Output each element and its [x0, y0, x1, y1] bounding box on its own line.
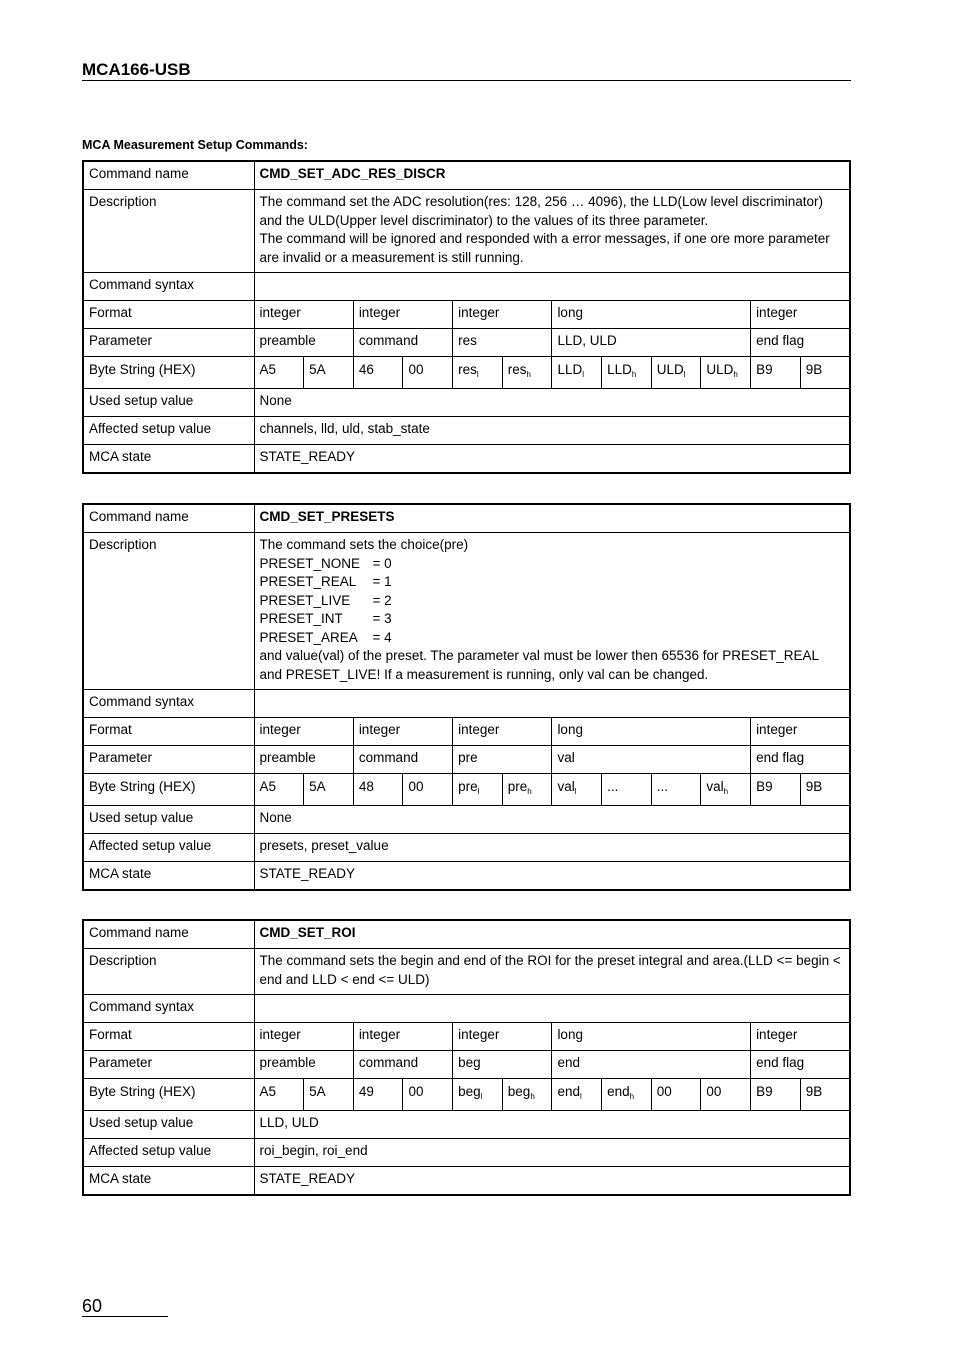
row-parameter	[83, 746, 850, 774]
format-cell: integer	[751, 1023, 850, 1051]
byte-cell: 00	[403, 357, 453, 389]
label-used-setup-value: Used setup value	[83, 389, 254, 417]
label-command-syntax: Command syntax	[83, 690, 254, 718]
label-affected-setup-value: Affected setup value	[83, 834, 254, 862]
command-syntax-value	[254, 690, 850, 718]
preset-line: PRESET_REAL = 1	[259, 574, 392, 589]
format-cell: integer	[453, 718, 552, 746]
format-cell: integer	[751, 301, 850, 329]
parameter-cell: preamble	[254, 329, 353, 357]
row-byte-string	[83, 357, 850, 389]
format-cell: integer	[353, 301, 452, 329]
description-line: and value(val) of the preset. The parameter val must be lower then 65536 for PRESET_REAL and PRESET_LIVE! If a measurement is running, only val can be changed.	[259, 648, 819, 682]
row-used-setup-value	[83, 1111, 850, 1139]
parameter-cell: LLD, ULD	[552, 329, 751, 357]
mca-state-value: STATE_READY	[254, 862, 850, 891]
row-description	[83, 949, 850, 995]
byte-cell: 48	[353, 774, 403, 806]
row-format	[83, 301, 850, 329]
parameter-cell: end flag	[751, 746, 850, 774]
page-number: 60	[82, 1296, 103, 1316]
byte-cell: end$_l$	[552, 1079, 602, 1111]
label-format: Format	[83, 1023, 254, 1051]
byte-cell: 46	[353, 357, 403, 389]
format-cell: integer	[453, 1023, 552, 1051]
label-mca-state: MCA state	[83, 1167, 254, 1196]
label-mca-state: MCA state	[83, 445, 254, 474]
byte-cell: B9	[751, 357, 801, 389]
description-line: The command sets the choice(pre)	[259, 537, 469, 552]
command-name-value: CMD_SET_ROI	[254, 920, 850, 949]
row-parameter	[83, 1051, 850, 1079]
row-byte-string	[83, 774, 850, 806]
command-table-roi	[82, 919, 851, 1196]
label-description: Description	[83, 949, 254, 995]
description-line: The command set the ADC resolution(res: 128, 256 … 4096), the LLD(Low level discriminator) and the ULD(Upper level discriminator) to the values of its three parameter.	[259, 194, 824, 228]
row-mca-state	[83, 1167, 850, 1196]
label-affected-setup-value: Affected setup value	[83, 417, 254, 445]
command-table-adc-res-discr	[82, 160, 851, 474]
header-rule	[82, 80, 851, 81]
label-command-name: Command name	[83, 161, 254, 190]
parameter-cell: end	[552, 1051, 751, 1079]
parameter-cell: command	[353, 1051, 452, 1079]
preset-line: PRESET_LIVE = 2	[259, 592, 392, 608]
byte-cell: 9B	[800, 774, 850, 806]
byte-cell: res$_h$	[502, 357, 552, 389]
mca-state-value: STATE_READY	[254, 1167, 850, 1196]
format-cell: long	[552, 718, 751, 746]
byte-cell: ...	[651, 774, 701, 806]
byte-cell: val$_h$	[701, 774, 751, 806]
byte-cell: $LLD_l$	[552, 357, 602, 389]
byte-cell: val$_l$	[552, 774, 602, 806]
label-affected-setup-value: Affected setup value	[83, 1139, 254, 1167]
format-cell: integer	[751, 718, 850, 746]
label-byte-string: Byte String (HEX)	[83, 1079, 254, 1111]
format-cell: integer	[453, 301, 552, 329]
row-affected-setup-value	[83, 1139, 850, 1167]
row-used-setup-value	[83, 389, 850, 417]
row-byte-string	[83, 1079, 850, 1111]
command-table-presets	[82, 503, 851, 891]
description-value	[254, 533, 850, 690]
label-mca-state: MCA state	[83, 862, 254, 891]
footer-rule	[82, 1316, 168, 1317]
row-mca-state	[83, 862, 850, 891]
affected-setup-value: roi_begin, roi_end	[254, 1139, 850, 1167]
label-parameter: Parameter	[83, 746, 254, 774]
format-cell: long	[552, 301, 751, 329]
byte-cell: A5	[254, 1079, 304, 1111]
byte-cell: ...	[602, 774, 652, 806]
used-setup-value: None	[254, 806, 850, 834]
label-used-setup-value: Used setup value	[83, 806, 254, 834]
format-cell: integer	[254, 301, 353, 329]
parameter-cell: command	[353, 329, 452, 357]
byte-cell: B9	[751, 774, 801, 806]
parameter-cell: preamble	[254, 1051, 353, 1079]
label-parameter: Parameter	[83, 329, 254, 357]
description-line: The command sets the begin and end of the ROI for the preset integral and area.(LLD <= begin < end and LLD < end <= ULD)	[259, 953, 841, 987]
byte-cell: B9	[751, 1079, 801, 1111]
description-value	[254, 190, 850, 273]
byte-cell: $LLD_h$	[602, 357, 652, 389]
byte-cell: pre$_l$	[453, 774, 503, 806]
format-cell: integer	[254, 718, 353, 746]
row-command-syntax	[83, 273, 850, 301]
parameter-cell: pre	[453, 746, 552, 774]
command-syntax-value	[254, 273, 850, 301]
label-used-setup-value: Used setup value	[83, 1111, 254, 1139]
preset-line: PRESET_AREA = 4	[259, 629, 392, 645]
row-command-syntax	[83, 690, 850, 718]
row-command-name	[83, 504, 850, 533]
row-affected-setup-value	[83, 417, 850, 445]
label-description: Description	[83, 190, 254, 273]
label-command-syntax: Command syntax	[83, 995, 254, 1023]
command-name-value: CMD_SET_ADC_RES_DISCR	[254, 161, 850, 190]
row-mca-state	[83, 445, 850, 474]
parameter-cell: val	[552, 746, 751, 774]
command-syntax-value	[254, 995, 850, 1023]
row-command-name	[83, 920, 850, 949]
row-command-syntax	[83, 995, 850, 1023]
affected-setup-value: presets, preset_value	[254, 834, 850, 862]
parameter-cell: preamble	[254, 746, 353, 774]
label-byte-string: Byte String (HEX)	[83, 357, 254, 389]
format-cell: long	[552, 1023, 751, 1051]
byte-cell: res$_l$	[453, 357, 503, 389]
parameter-cell: res	[453, 329, 552, 357]
affected-setup-value: channels, lld, uld, stab_state	[254, 417, 850, 445]
preset-line: PRESET_NONE = 0	[259, 555, 392, 571]
label-description: Description	[83, 533, 254, 690]
description-value	[254, 949, 850, 995]
page-header-title: MCA166-USB	[82, 60, 191, 79]
label-format: Format	[83, 301, 254, 329]
format-cell: integer	[353, 1023, 452, 1051]
used-setup-value: None	[254, 389, 850, 417]
byte-cell: end$_h$	[602, 1079, 652, 1111]
byte-cell: $ULD_h$	[701, 357, 751, 389]
used-setup-value: LLD, ULD	[254, 1111, 850, 1139]
row-used-setup-value	[83, 806, 850, 834]
byte-cell: A5	[254, 774, 304, 806]
byte-cell: 00	[701, 1079, 751, 1111]
label-command-syntax: Command syntax	[83, 273, 254, 301]
row-description	[83, 533, 850, 690]
parameter-cell: command	[353, 746, 452, 774]
label-byte-string: Byte String (HEX)	[83, 774, 254, 806]
format-cell: integer	[254, 1023, 353, 1051]
row-description	[83, 190, 850, 273]
preset-line: PRESET_INT = 3	[259, 611, 392, 626]
label-command-name: Command name	[83, 920, 254, 949]
section-title: MCA Measurement Setup Commands:	[82, 138, 308, 152]
row-format	[83, 1023, 850, 1051]
byte-cell: 9B	[800, 357, 850, 389]
command-name-value: CMD_SET_PRESETS	[254, 504, 850, 533]
label-command-name: Command name	[83, 504, 254, 533]
byte-cell: 9B	[800, 1079, 850, 1111]
description-line: The command will be ignored and responded with a error messages, if one ore more parameter are invalid or a measurement is still running.	[259, 231, 830, 265]
format-cell: integer	[353, 718, 452, 746]
parameter-cell: end flag	[751, 1051, 850, 1079]
byte-cell: $ULD_l$	[651, 357, 701, 389]
byte-cell: beg$_l$	[453, 1079, 503, 1111]
byte-cell: 5A	[304, 774, 354, 806]
row-format	[83, 718, 850, 746]
row-affected-setup-value	[83, 834, 850, 862]
parameter-cell: end flag	[751, 329, 850, 357]
byte-cell: 5A	[304, 357, 354, 389]
byte-cell: beg$_h$	[502, 1079, 552, 1111]
parameter-cell: beg	[453, 1051, 552, 1079]
label-parameter: Parameter	[83, 1051, 254, 1079]
mca-state-value: STATE_READY	[254, 445, 850, 474]
row-parameter	[83, 329, 850, 357]
label-format: Format	[83, 718, 254, 746]
byte-cell: 00	[403, 1079, 453, 1111]
byte-cell: A5	[254, 357, 304, 389]
row-command-name	[83, 161, 850, 190]
byte-cell: 00	[403, 774, 453, 806]
byte-cell: pre$_h$	[502, 774, 552, 806]
byte-cell: 49	[353, 1079, 403, 1111]
byte-cell: 00	[651, 1079, 701, 1111]
byte-cell: 5A	[304, 1079, 354, 1111]
